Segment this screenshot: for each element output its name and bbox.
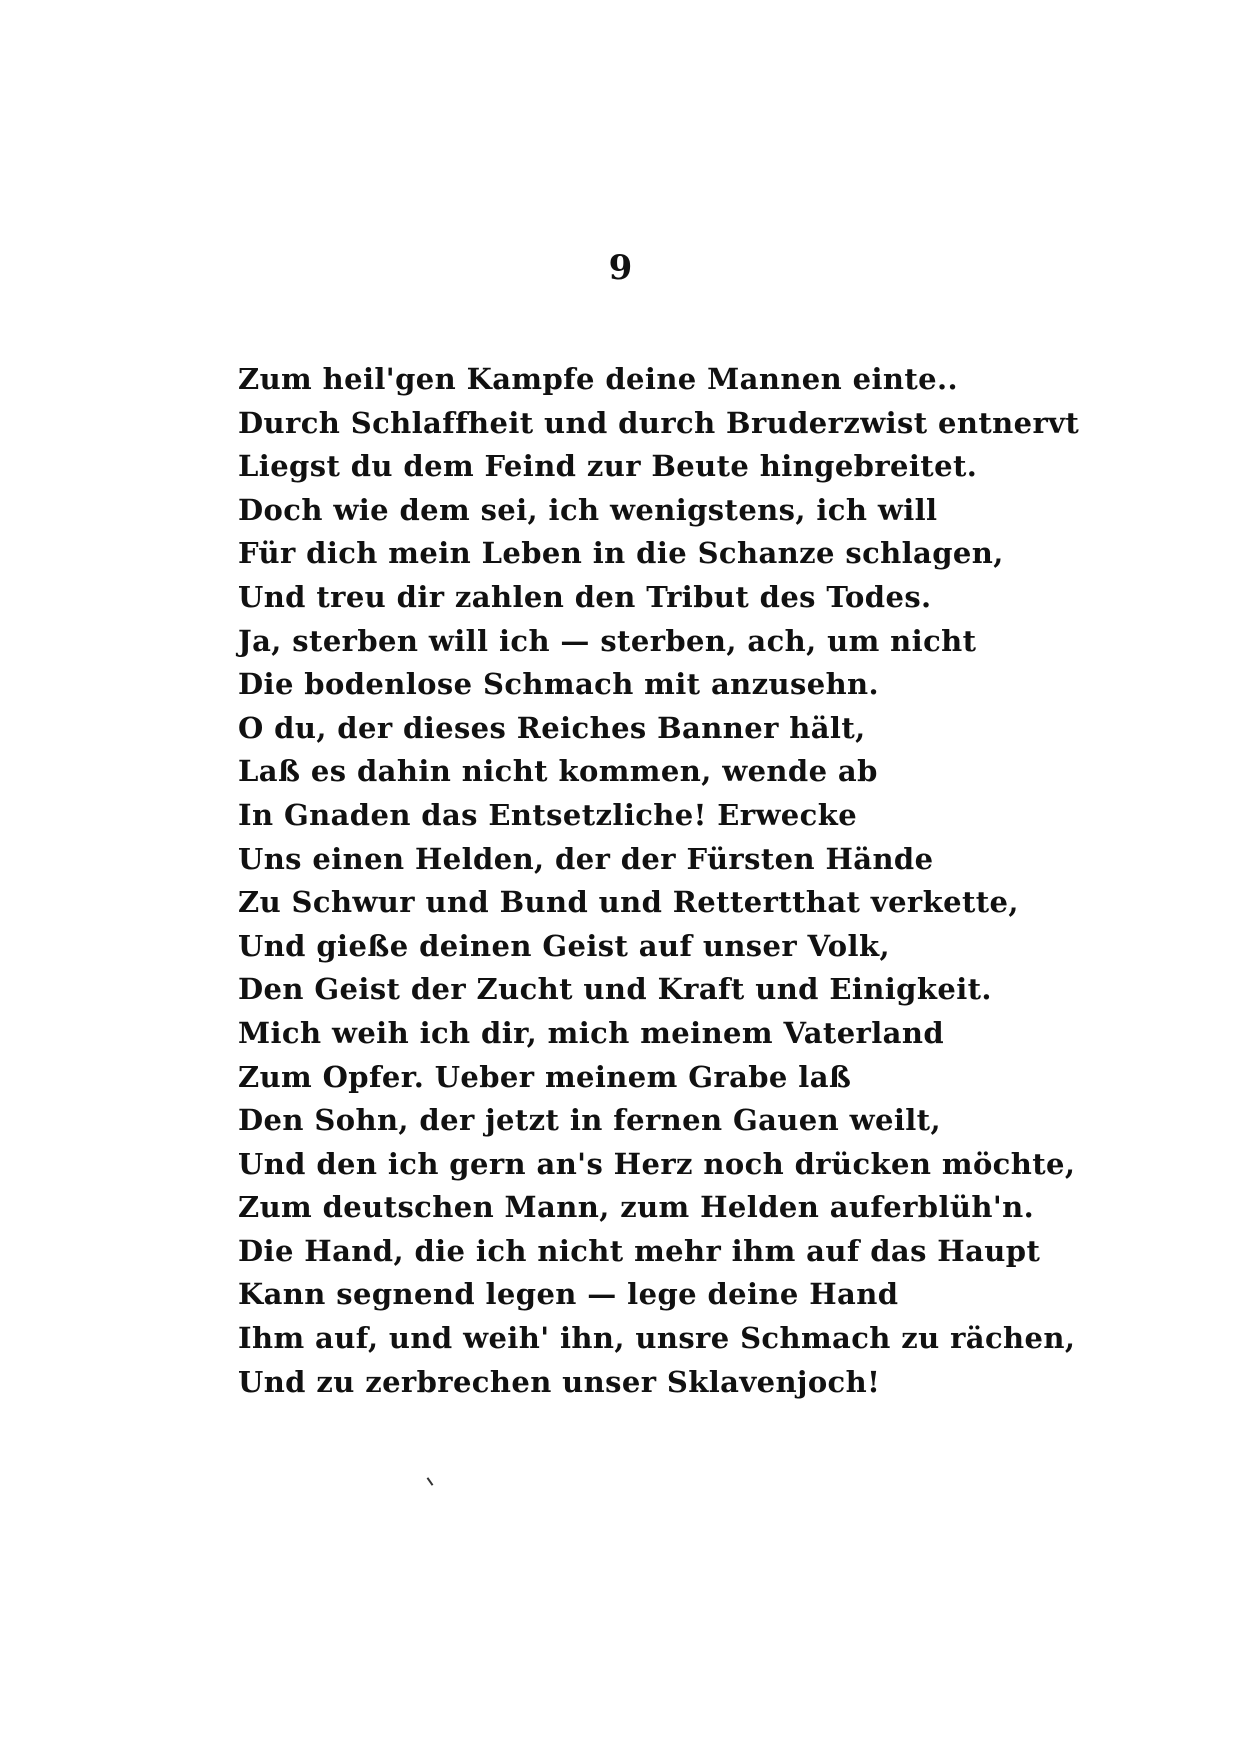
poem-line: Und gieße deinen Geist auf unser Volk, xyxy=(238,928,890,963)
poem-line: Kann segnend legen — lege deine Hand xyxy=(238,1277,899,1312)
poem-line: Doch wie dem sei, ich wenigstens, ich will xyxy=(238,492,938,527)
poem-line: Durch Schlaffheit und durch Bruderzwist entnervt xyxy=(238,405,1080,440)
poem-line: Die Hand, die ich nicht mehr ihm auf das Haupt xyxy=(238,1233,1041,1268)
page-number: 9 xyxy=(608,248,633,288)
poem-line: Zum Opfer. Ueber meinem Grabe laß xyxy=(238,1059,852,1094)
poem-line: Den Geist der Zucht und Kraft und Einigkeit. xyxy=(238,972,992,1007)
poem-line: O du, der dieses Reiches Banner hält, xyxy=(238,710,866,745)
poem-line: Ja, sterben will ich — sterben, ach, um nicht xyxy=(238,623,977,658)
poem-line: Zu Schwur und Bund und Rettertthat verkette, xyxy=(238,885,1019,920)
poem-line: Und treu dir zahlen den Tribut des Todes. xyxy=(238,579,932,614)
poem-line: Laß es dahin nicht kommen, wende ab xyxy=(238,754,878,789)
poem-line: Ihm auf, und weih' ihn, unsre Schmach zu rächen, xyxy=(238,1321,1076,1356)
poem-line: Zum deutschen Mann, zum Helden auferblüh'n. xyxy=(238,1190,1035,1225)
poem-line: Uns einen Helden, der der Fürsten Hände xyxy=(238,841,934,876)
poem-line: Für dich mein Leben in die Schanze schlagen, xyxy=(238,536,1004,571)
poem-line: Zum heil'gen Kampfe deine Mannen einte.. xyxy=(238,362,959,396)
poem-line: Und den ich gern an's Herz noch drücken möchte, xyxy=(238,1146,1076,1181)
poem-line: Und zu zerbrechen unser Sklavenjoch! xyxy=(238,1364,881,1399)
poem-line: Den Sohn, der jetzt in fernen Gauen weilt, xyxy=(238,1103,941,1138)
poem-line: Mich weih ich dir, mich meinem Vaterland xyxy=(238,1015,945,1050)
poem-text xyxy=(238,358,1080,1404)
poem-line: Liegst du dem Feind zur Beute hingebreitet. xyxy=(238,449,978,484)
poem-line: In Gnaden das Entsetzliche! Erwecke xyxy=(238,797,858,832)
poem-line: Die bodenlose Schmach mit anzusehn. xyxy=(238,667,880,702)
ink-speck xyxy=(427,1477,434,1486)
